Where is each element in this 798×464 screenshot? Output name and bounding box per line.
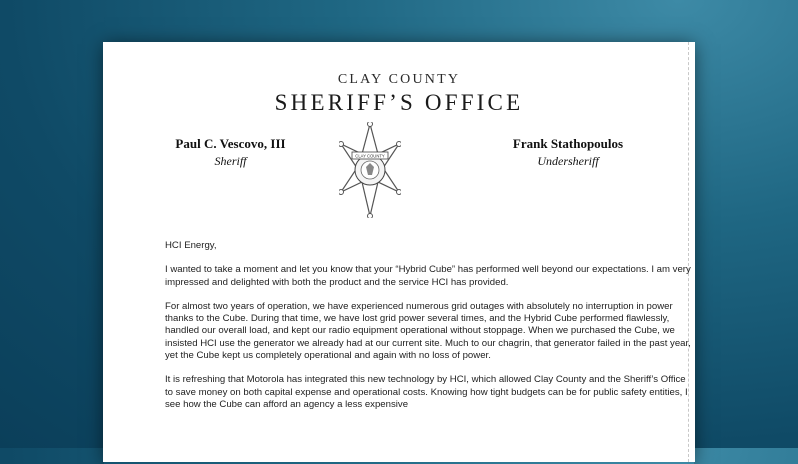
letter-paragraph-1: I wanted to take a moment and let you know that your “Hybrid Cube” has performed well beyond our expectations. I am very impressed and delighted with both the product and the service HCI has provided. — [165, 264, 691, 288]
letter-paragraph-2: For almost two years of operation, we have experienced numerous grid outages with absolutely no interruption in power thanks to the Cube. During that time, we have lost grid power several times, and the Hybrid Cube performed flawlessly, handled our overall load, and kept our radio equipment operational without stoppage. When we purchased the Cube, we insisted HCI use the generator we already had at our current site. Much to our chagrin, that generator failed in the past year, yet the Cube kept us completely operational and again with no loss of power. — [165, 300, 691, 362]
letterhead-office: SHERIFF’S OFFICE — [274, 90, 524, 115]
undersheriff-title: Undersheriff — [537, 154, 599, 168]
undersheriff-block — [503, 136, 633, 169]
sheriff-title: Sheriff — [214, 154, 247, 168]
sheriff-name: Paul C. Vescovo, III — [175, 136, 286, 151]
letter-body — [165, 240, 693, 423]
letter-salutation: HCI Energy, — [165, 240, 217, 251]
undersheriff-name: Frank Stathopoulos — [512, 136, 624, 151]
letterhead-county: CLAY COUNTY — [337, 72, 461, 87]
sheriff-star-badge-icon — [339, 122, 401, 218]
badge-text: CLAY COUNTY — [355, 153, 385, 159]
sheriff-block — [163, 136, 298, 169]
letter-paragraph-3: It is refreshing that Motorola has integrated this new technology by HCI, which allowed Clay County and the Sheriff’s Office to save money on both capital expense and operational costs. Knowing how tight budgets can be for public safety entities, I see how the Cube can afford an agency a less expensive — [165, 374, 688, 410]
letter-page — [103, 42, 695, 462]
